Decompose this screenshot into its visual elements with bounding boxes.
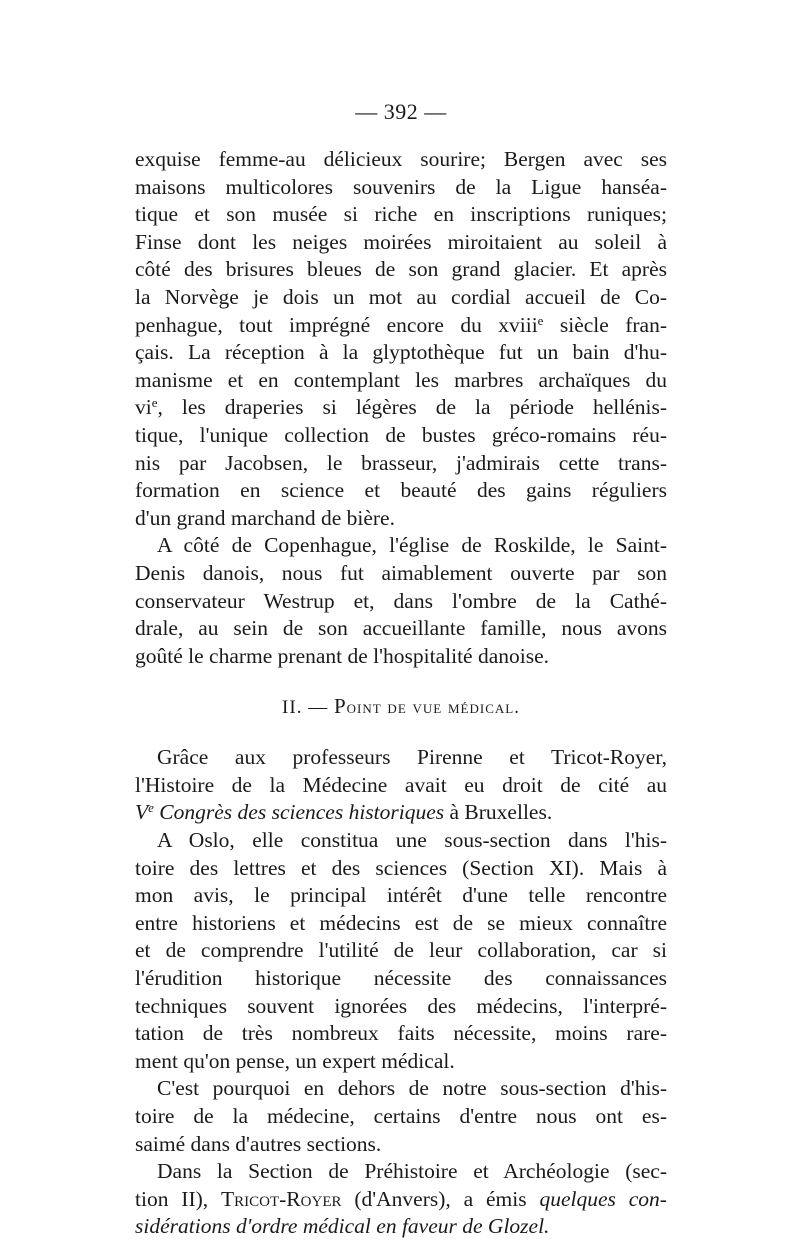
- line-fragment: tion II),: [135, 1186, 222, 1211]
- text-line: toire de la médecine, certains d'entre nous ont es-: [135, 1104, 667, 1128]
- text-line: goûté le charme prenant de l'hospitalité danoise.: [135, 643, 550, 668]
- text-line: tique, l'unique collection de bustes gréco-romains réu-: [135, 422, 667, 447]
- text-line: A côté de Copenhague, l'église de Roskilde, le Saint-: [157, 533, 667, 558]
- text-line: la Norvège je dois un mot au cordial accueil de Co-: [135, 284, 667, 309]
- text-line: [135, 799, 667, 827]
- text-line: saimé dans d'autres sections.: [135, 1131, 382, 1156]
- paragraph-sections: [135, 1075, 667, 1158]
- text-line: toire des lettres et des sciences (Section XI). Mais à: [135, 855, 667, 880]
- text-line: [135, 394, 667, 422]
- line-fragment: (d'Anvers), a émis: [341, 1186, 540, 1211]
- text-line: exquise femme-au délicieux sourire; Bergen avec ses: [135, 147, 667, 171]
- text-line: ment qu'on pense, un expert médical.: [135, 1048, 455, 1073]
- line-fragment: , les draperies si légères de la période hellénis-: [157, 395, 667, 420]
- text-line: formation en science et beauté des gains réguliers: [135, 478, 667, 503]
- text-line: Dans la Section de Préhistoire et Archéologie (sec-: [157, 1159, 667, 1184]
- line-fragment: vi: [135, 395, 152, 420]
- paragraph-roskilde: [135, 532, 667, 670]
- text-line: çais. La réception à la glyptothèque fut un bain d'hu-: [135, 340, 667, 365]
- section-title-initial: P: [333, 694, 347, 719]
- line-fragment-italic: Congrès des sciences historiques: [153, 800, 445, 825]
- paragraph-history-of-medicine: [135, 744, 667, 827]
- text-line: côté des brisures bleues de son grand glacier. Et après: [135, 257, 667, 282]
- text-line: Finse dont les neiges moirées miroitaient au soleil à: [135, 229, 667, 254]
- section-heading: [135, 692, 667, 722]
- text-line: et de comprendre l'utilité de leur collaboration, car si: [135, 938, 667, 963]
- text-line: [135, 1186, 667, 1214]
- line-fragment: à Bruxelles.: [444, 800, 553, 825]
- text-line: techniques souvent ignorées des médecins, l'interpré-: [135, 993, 667, 1018]
- text-line: entre historiens et médecins est de se mieux connaître: [135, 910, 667, 935]
- paragraph-oslo: [135, 827, 667, 1075]
- text-line: l'Histoire de la Médecine avait eu droit de cité au: [135, 772, 667, 797]
- text-line: maisons multicolores souvenirs de la Ligue hanséa-: [135, 174, 667, 199]
- line-fragment: V: [135, 800, 149, 825]
- text-line: tation de très nombreux faits nécessite, moins rare-: [135, 1021, 667, 1046]
- text-line: l'érudition historique nécessite des connaissances: [135, 966, 667, 991]
- text-line: Grâce aux professeurs Pirenne et Tricot-Royer,: [157, 745, 667, 770]
- text-line: Denis danois, nous fut aimablement ouverte par son: [135, 560, 667, 585]
- text-line: [135, 312, 667, 340]
- text-line: drale, au sein de son accueillante famille, nous avons: [135, 616, 667, 641]
- superscript: e: [151, 395, 158, 411]
- text-line: mon avis, le principal intérêt d'une telle rencontre: [135, 883, 667, 908]
- superscript: e: [148, 800, 154, 816]
- line-fragment: siècle fran-: [543, 312, 667, 337]
- text-line: tique et son musée si riche en inscriptions runiques;: [135, 202, 667, 227]
- author-name: Tricot-Royer: [221, 1186, 342, 1211]
- text-line: sidérations d'ordre médical en faveur de Glozel.: [135, 1214, 550, 1239]
- section-numeral: II. —: [282, 697, 329, 719]
- line-fragment-italic: quelques con-: [539, 1186, 667, 1211]
- text-line: A Oslo, elle constitua une sous-section dans l'his-: [157, 828, 667, 853]
- text-line: C'est pourquoi en dehors de notre sous-section d'his-: [157, 1076, 667, 1101]
- paragraph-norway-copenhagen: [135, 146, 667, 532]
- line-fragment: penhague, tout imprégné encore du xviii: [135, 312, 538, 337]
- book-page: [135, 96, 667, 1241]
- section-title-rest: oint de vue médical.: [346, 697, 520, 719]
- text-line: manisme et en contemplant les marbres archaïques du: [135, 367, 667, 392]
- paragraph-glozel: [135, 1158, 667, 1241]
- text-line: nis par Jacobsen, le brasseur, j'admirais cette trans-: [135, 450, 667, 475]
- superscript: e: [537, 312, 544, 328]
- text-line: d'un grand marchand de bière.: [135, 505, 395, 530]
- page-number: — 392 —: [355, 99, 447, 124]
- text-line: conservateur Westrup et, dans l'ombre de la Cathé-: [135, 588, 667, 613]
